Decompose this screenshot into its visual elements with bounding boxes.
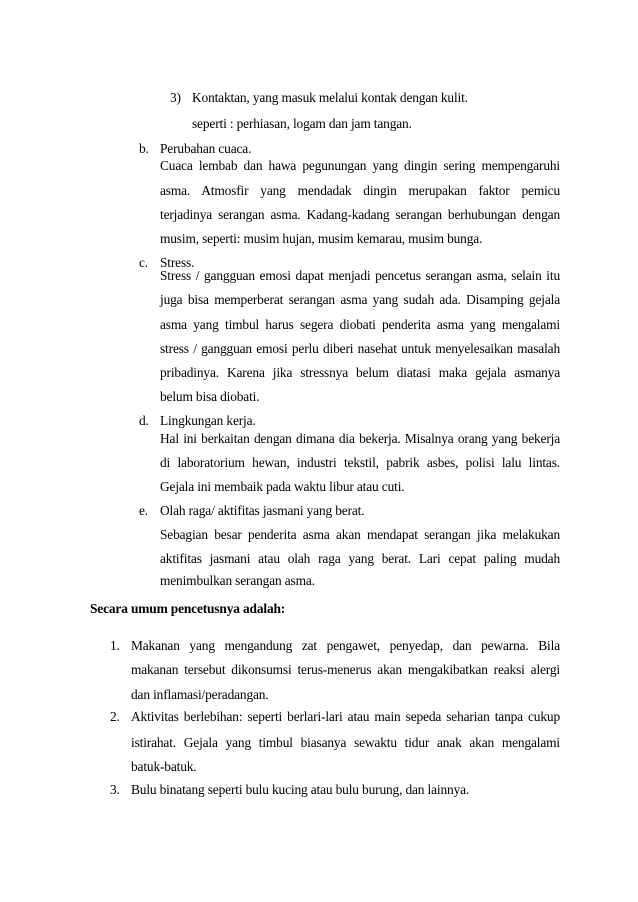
list-item-3-line: Bulu binatang seperti bulu kucing atau bulu burung, dan lainnya. <box>131 782 470 797</box>
section-d-title: Lingkungan kerja. <box>160 413 256 428</box>
list-item-1-line: dan inflamasi/peradangan. <box>131 687 269 702</box>
section-c-marker: c. <box>139 255 148 270</box>
section-c-title: Stress. <box>160 255 195 270</box>
list-item-3-marker: 3. <box>110 782 120 797</box>
section-b-line: musim, seperti: musim hujan, musim kemarau, musim bunga. <box>160 231 483 246</box>
list-item-1-line: makanan tersebut dikonsumsi terus-menerus akan mengakibatkan reaksi alergi <box>131 662 560 677</box>
section-b-line: asma. Atmosfir yang mendadak dingin merupakan faktor pemicu <box>160 183 560 198</box>
section-c-line: Stress / gangguan emosi dapat menjadi pencetus serangan asma, selain itu <box>160 268 560 283</box>
section-b-title: Perubahan cuaca. <box>160 141 252 156</box>
list-item-1-line: Makanan yang mengandung zat pengawet, penyedap, dan pewarna. Bila <box>131 638 560 653</box>
section-d-line: di laboratorium hewan, industri tekstil, pabrik asbes, polisi lalu lintas. <box>160 455 560 470</box>
section-e-line: menimbulkan serangan asma. <box>160 573 315 588</box>
section-c-line: juga bisa memperberat serangan asma yang sudah ada. Disamping gejala <box>160 292 560 307</box>
section-c-line: stress / gangguan emosi perlu diberi nasehat untuk menyelesaikan masalah <box>160 341 560 356</box>
item-3-example: seperti : perhiasan, logam dan jam tangan. <box>192 116 412 131</box>
list-item-2-line: Aktivitas berlebihan: seperti berlari-lari atau main sepeda seharian tanpa cukup <box>131 709 560 724</box>
section-b-line: Cuaca lembab dan hawa pegunungan yang dingin sering mempengaruhi <box>160 158 560 173</box>
section-d-marker: d. <box>139 413 149 428</box>
section-b-marker: b. <box>139 141 149 156</box>
section-c-line: belum bisa diobati. <box>160 389 260 404</box>
section-b-line: terjadinya serangan asma. Kadang-kadang serangan berhubungan dengan <box>160 207 560 222</box>
section-e-title: Olah raga/ aktifitas jasmani yang berat. <box>160 503 365 518</box>
item-3-title: Kontaktan, yang masuk melalui kontak dengan kulit. <box>192 90 468 105</box>
list-item-1-marker: 1. <box>110 638 120 653</box>
section-d-line: Hal ini berkaitan dengan dimana dia bekerja. Misalnya orang yang bekerja <box>160 431 560 446</box>
list-item-2-line: istirahat. Gejala yang timbul biasanya sewaktu tidur anak akan mengalami <box>131 735 560 750</box>
section-heading: Secara umum pencetusnya adalah: <box>90 601 286 616</box>
section-c-line: asma yang timbul harus segera diobati penderita asma yang mengalami <box>160 317 560 332</box>
section-e-line: aktifitas jasmani atau olah raga yang berat. Lari cepat paling mudah <box>160 551 560 566</box>
section-e-marker: e. <box>139 503 148 518</box>
section-c-line: pribadinya. Karena jika stressnya belum diatasi maka gejala asmanya <box>160 365 560 380</box>
section-d-line: Gejala ini membaik pada waktu libur atau cuti. <box>160 479 405 494</box>
item-3-marker: 3) <box>170 90 181 105</box>
section-e-line: Sebagian besar penderita asma akan mendapat serangan jika melakukan <box>160 527 560 542</box>
list-item-2-marker: 2. <box>110 709 120 724</box>
list-item-2-line: batuk-batuk. <box>131 759 197 774</box>
